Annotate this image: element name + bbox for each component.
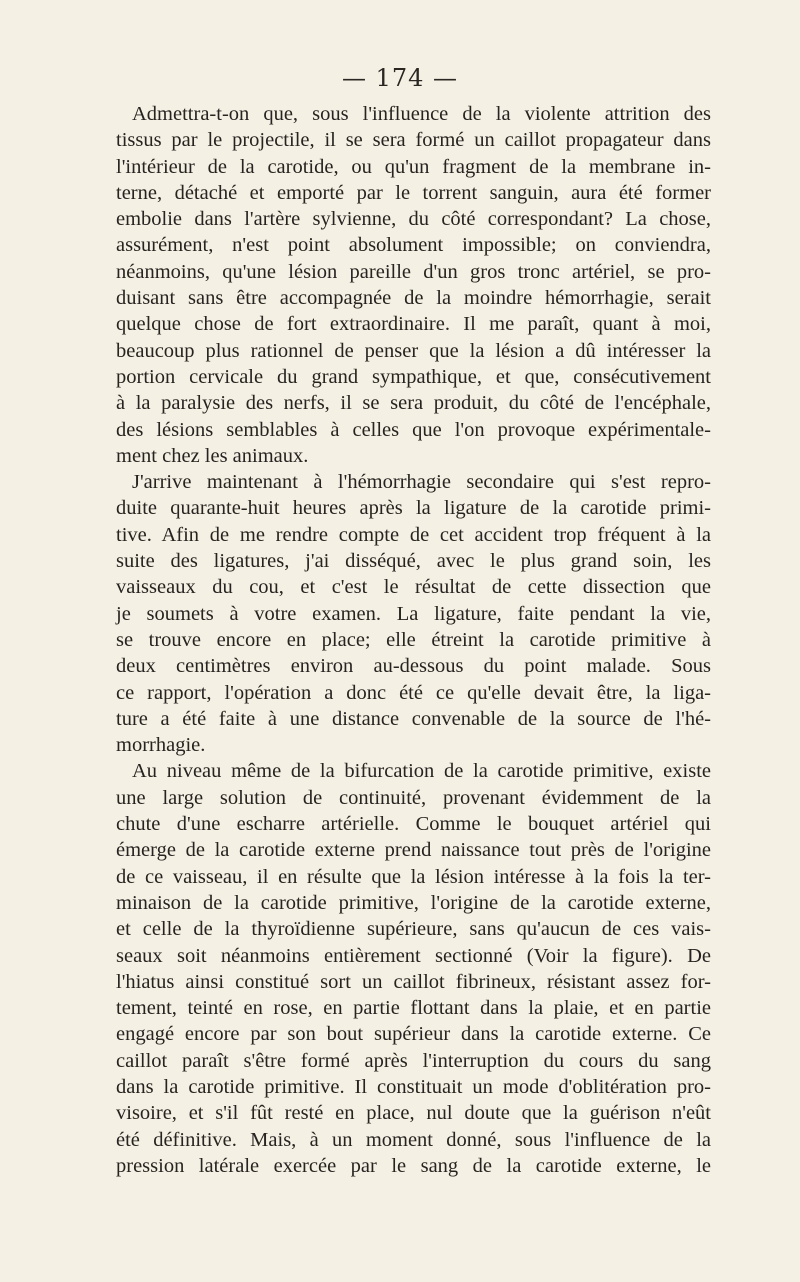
text-line: engagé encore par son bout supérieur dans la carotide externe. Ce bbox=[116, 1023, 711, 1046]
text-line: de ce vaisseau, il en résulte que la lésion intéresse à la fois la ter- bbox=[116, 865, 711, 888]
text-line: duisant sans être accompagnée de la moindre hémorrhagie, serait bbox=[116, 287, 711, 310]
text-line: seaux soit néanmoins entièrement sectionné (Voir la figure). De bbox=[116, 944, 711, 967]
text-line: ment chez les animaux. bbox=[116, 444, 309, 467]
text-line: deux centimètres environ au-dessous du point malade. Sous bbox=[116, 655, 711, 678]
text-line: néanmoins, qu'une lésion pareille d'un gros tronc artériel, se pro- bbox=[116, 260, 711, 283]
text-line: des lésions semblables à celles que l'on provoque expérimentale- bbox=[116, 418, 711, 441]
text-line: suite des ligatures, j'ai disséqué, avec le plus grand soin, les bbox=[116, 550, 711, 573]
text-line: duite quarante-huit heures après la ligature de la carotide primi- bbox=[116, 497, 711, 520]
text-line: se trouve encore en place; elle étreint la carotide primitive à bbox=[116, 628, 711, 651]
text-line: tement, teinté en rose, en partie flottant dans la plaie, et en partie bbox=[116, 997, 711, 1020]
text-line: chute d'une escharre artérielle. Comme le bouquet artériel qui bbox=[116, 813, 711, 836]
text-line: dans la carotide primitive. Il constituait un mode d'oblitération pro- bbox=[116, 1075, 711, 1098]
paragraph-3 bbox=[116, 758, 711, 1179]
text-line: quelque chose de fort extraordinaire. Il me paraît, quant à moi, bbox=[116, 313, 711, 336]
text-line: tissus par le projectile, il se sera formé un caillot propagateur dans bbox=[116, 129, 711, 152]
page-number: — 174 — bbox=[341, 64, 459, 92]
text-line: terne, détaché et emporté par le torrent sanguin, aura été former bbox=[116, 181, 711, 204]
text-line: assurément, n'est point absolument impossible; on conviendra, bbox=[116, 234, 711, 257]
text-line: une large solution de continuité, provenant évidemment de la bbox=[116, 786, 711, 809]
text-line: l'intérieur de la carotide, ou qu'un fragment de la membrane in- bbox=[116, 155, 711, 178]
text-line: été définitive. Mais, à un moment donné, sous l'influence de la bbox=[116, 1128, 711, 1151]
text-line: beaucoup plus rationnel de penser que la lésion a dû intéresser la bbox=[116, 339, 711, 362]
text-line: pression latérale exercée par le sang de la carotide externe, le bbox=[116, 1154, 711, 1177]
text-line: je soumets à votre examen. La ligature, faite pendant la vie, bbox=[116, 602, 711, 625]
paragraph-2 bbox=[116, 469, 711, 758]
body-text bbox=[116, 101, 711, 1179]
text-line: vaisseaux du cou, et c'est le résultat de cette dissection que bbox=[116, 576, 711, 599]
text-line: Au niveau même de la bifurcation de la carotide primitive, existe bbox=[132, 760, 711, 783]
text-line: Admettra-t-on que, sous l'influence de la violente attrition des bbox=[132, 103, 711, 125]
text-line: minaison de la carotide primitive, l'origine de la carotide externe, bbox=[116, 891, 711, 914]
text-line: et celle de la thyroïdienne supérieure, sans qu'aucun de ces vais- bbox=[116, 918, 711, 941]
text-line: à la paralysie des nerfs, il se sera produit, du côté de l'encéphale, bbox=[116, 392, 711, 415]
text-line: morrhagie. bbox=[116, 734, 206, 757]
text-line: émerge de la carotide externe prend naissance tout près de l'origine bbox=[116, 839, 711, 862]
text-line: visoire, et s'il fût resté en place, nul doute que la guérison n'eût bbox=[116, 1102, 711, 1125]
text-line: ce rapport, l'opération a donc été ce qu'elle devait être, la liga- bbox=[116, 681, 711, 704]
text-line: ture a été faite à une distance convenable de la source de l'hé- bbox=[116, 707, 711, 730]
text-line: caillot paraît s'être formé après l'interruption du cours du sang bbox=[116, 1049, 711, 1072]
paragraph-1 bbox=[116, 101, 711, 469]
text-line: embolie dans l'artère sylvienne, du côté correspondant? La chose, bbox=[116, 208, 711, 231]
text-line: l'hiatus ainsi constitué sort un caillot fibrineux, résistant assez for- bbox=[116, 970, 711, 993]
text-line: J'arrive maintenant à l'hémorrhagie secondaire qui s'est repro- bbox=[132, 471, 711, 494]
text-line: tive. Afin de me rendre compte de cet accident trop fréquent à la bbox=[116, 523, 711, 546]
text-line: portion cervicale du grand sympathique, et que, consécutivement bbox=[116, 365, 711, 388]
